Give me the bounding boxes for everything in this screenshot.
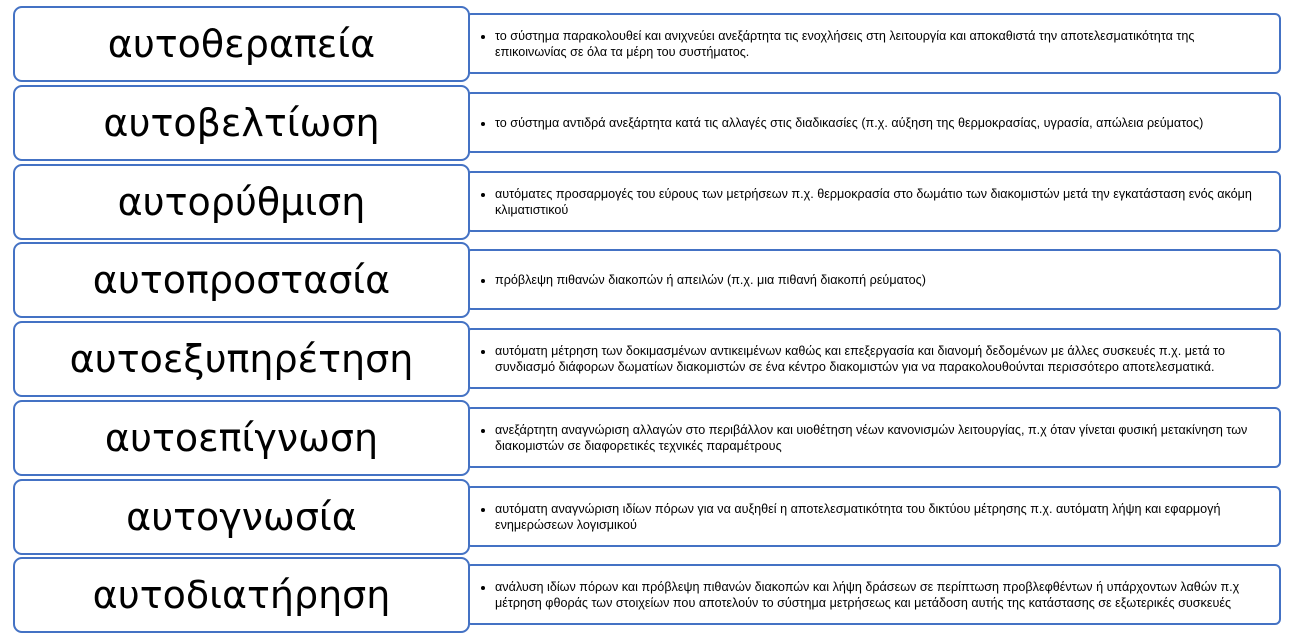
diagram-row-self-healing (13, 6, 1281, 82)
term-box (13, 6, 470, 82)
description-box (465, 249, 1281, 310)
term-label: αυτορύθμιση (117, 180, 366, 224)
description-list (467, 343, 1279, 375)
term-label: αυτοεπίγνωση (104, 416, 379, 460)
description-text: • ανεξάρτητη αναγνώριση αλλαγών στο περιβάλλον και υιοθέτηση νέων κανονισμών λειτουργίας, π.χ όταν γίνεται φυσική μετακίνηση των διακομιστών σε διαφορετικές τεχνικές παραμέτρους (495, 422, 1269, 454)
term-box (13, 321, 470, 397)
term-box (13, 557, 470, 633)
term-label: αυτοθεραπεία (107, 22, 376, 66)
term-label: αυτογνωσία (126, 495, 357, 539)
term-box (13, 479, 470, 555)
term-box (13, 400, 470, 476)
description-list (467, 28, 1279, 60)
description-box (465, 328, 1281, 389)
term-label: αυτοβελτίωση (103, 101, 380, 145)
diagram-row-self-configuration (13, 164, 1281, 240)
term-box (13, 242, 470, 318)
description-text: • αυτόματη αναγνώριση ιδίων πόρων για να αυξηθεί η αποτελεσματικότητα του δικτύου μέτρησης π.χ. αυτόματη λήψη και εφαρμογή ενημερώσεων λογισμικού (495, 501, 1269, 533)
description-list (467, 272, 936, 288)
description-text: • πρόβλεψη πιθανών διακοπών ή απειλών (π.χ. μια πιθανή διακοπή ρεύματος) (495, 272, 926, 288)
description-list (467, 579, 1279, 611)
description-list (467, 501, 1279, 533)
diagram-row-self-protection (13, 242, 1281, 318)
description-text: • ανάλυση ιδίων πόρων και πρόβλεψη πιθανών διακοπών και λήψη δράσεων σε περίπτωση προβλεφθέντων ή υπάρχοντων λαθών π.χ μέτρηση φθοράς των στοιχείων που αποτελούν το σύστημα μετρήσεως και μετάδοση αυτής της κατάστασης σε εξωτερικές συσκευές (495, 579, 1269, 611)
diagram-row-self-service (13, 321, 1281, 397)
description-list (467, 115, 1213, 131)
description-text: • αυτόματες προσαρμογές του εύρους των μετρήσεων π.χ. θερμοκρασία στο δωμάτιο των διακομιστών μετά την εγκατάσταση ενός ακόμη κλιματιστικού (495, 186, 1269, 218)
diagram-row-self-optimization (13, 85, 1281, 161)
description-box (465, 171, 1281, 232)
term-label: αυτοεξυπηρέτηση (69, 337, 414, 381)
description-list (467, 186, 1279, 218)
description-text: • το σύστημα αντιδρά ανεξάρτητα κατά τις αλλαγές στις διαδικασίες (π.χ. αύξηση της θερμοκρασίας, υγρασία, απώλεια ρεύματος) (495, 115, 1203, 131)
description-box (465, 13, 1281, 74)
description-text: • το σύστημα παρακολουθεί και ανιχνεύει ανεξάρτητα τις ενοχλήσεις στη λειτουργία και αποκαθιστά την αποτελεσματικότητα της επικοινωνίας σε όλα τα μέρη του συστήματος. (495, 28, 1269, 60)
diagram-row-self-knowledge (13, 479, 1281, 555)
diagram-row-self-awareness (13, 400, 1281, 476)
description-box (465, 92, 1281, 153)
description-list (467, 422, 1279, 454)
description-box (465, 564, 1281, 625)
description-box (465, 407, 1281, 468)
diagram-row-self-maintenance (13, 557, 1281, 633)
description-text: • αυτόματη μέτρηση των δοκιμασμένων αντικειμένων καθώς και επεξεργασία και διανομή δεδομένων με άλλες συσκευές π.χ. μετά το συνδιασμό διάφορων δωματίων διακομιστών σε ένα κέντρο διακομιστών για να παρακολουθούνται περισσότερο αποτελεσματικά. (495, 343, 1269, 375)
term-label: αυτοδιατήρηση (92, 573, 391, 617)
term-box (13, 164, 470, 240)
term-label: αυτοπροστασία (92, 258, 391, 302)
description-box (465, 486, 1281, 547)
term-box (13, 85, 470, 161)
